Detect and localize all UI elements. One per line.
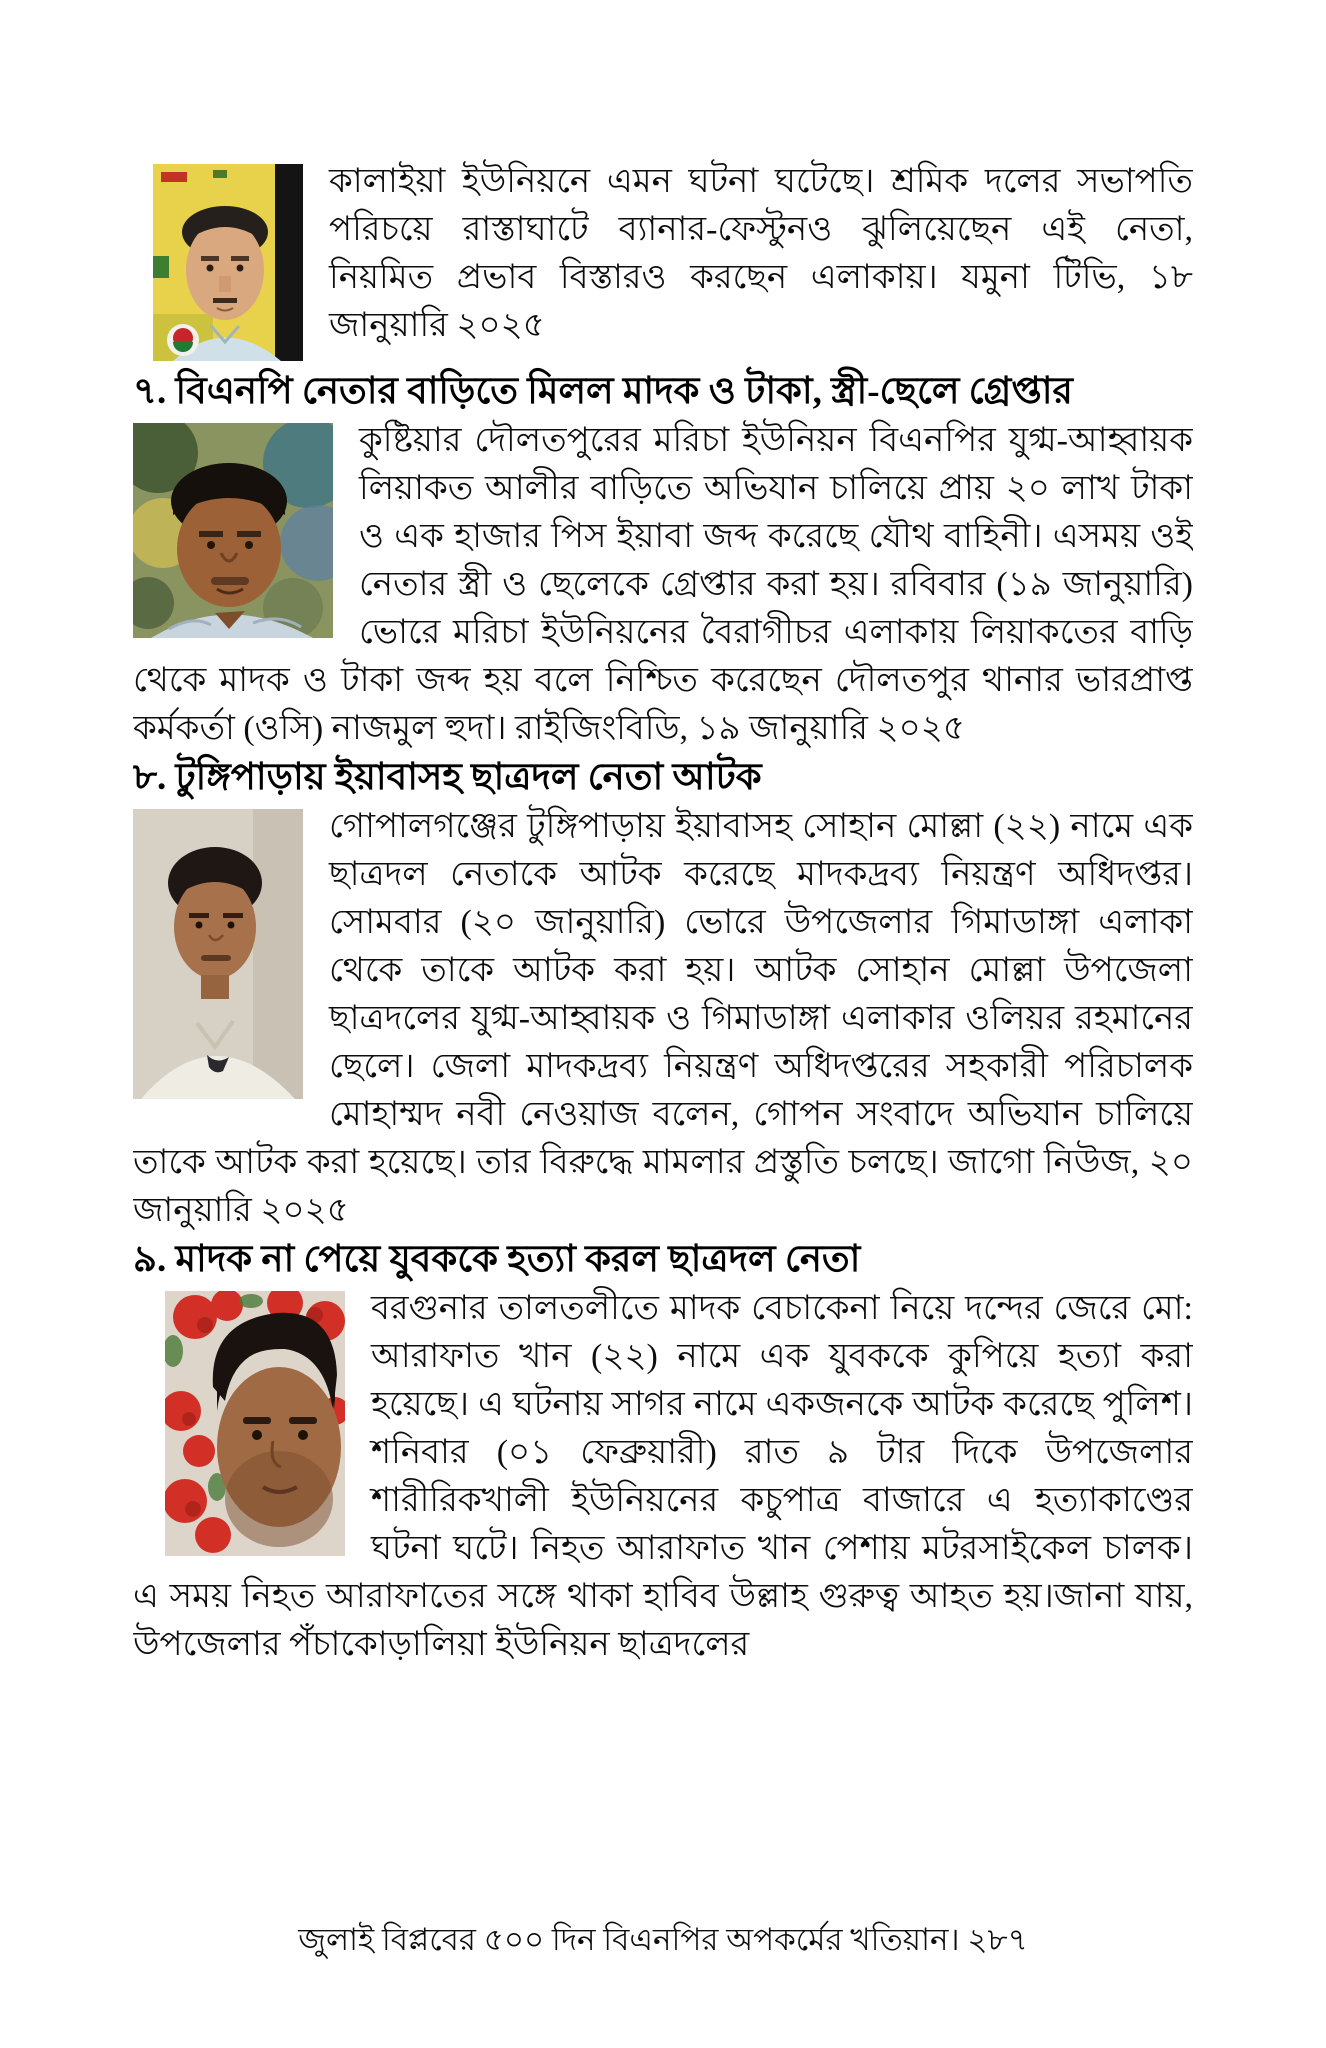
section-9-paragraph: বরগুনার তালতলীতে মাদক বেচাকেনা নিয়ে দন্দের জেরে মো: আরাফাত খান (২২) নামে এক যুবককে কুপিয়ে হত্যা করা হয়েছে। এ ঘটনায় সাগর নামে একজনকে আটক করেছে পুলিশ।শনিবার (০১ ফেব্রুয়ারী) রাত ৯ টার দিকে উপজেলার শারীরিকখালী ইউনিয়নের কচুপাত্র বাজারে এ হত্যাকাণ্ডের ঘটনা ঘটে। নিহত আরাফাত খান পেশায় মটরসাইকেল চালক। এ সময় নিহত আরাফাতের সঙ্গে থাকা হাবিব উল্লাহ গুরুত্ব আহত হয়।জানা যায়, উপজেলার পঁচাকোড়ালিয়া ইউনিয়ন ছাত্রদলের	[133, 1290, 1193, 1663]
section-7-paragraph: কুষ্টিয়ার দৌলতপুরের মরিচা ইউনিয়ন বিএনপির যুগ্ম-আহ্বায়ক লিয়াকত আলীর বাড়িতে অভিযান চালিয়ে প্রায় ২০ লাখ টাকা ও এক হাজার পিস ইয়াবা জব্দ করেছে যৌথ বাহিনী। এসময় ওই নেতার স্ত্রী ও ছেলেকে গ্রেপ্তার করা হয়। রবিবার (১৯ জানুয়ারি) ভোরে মরিচা ইউনিয়নের বৈরাগীচর এলাকায় লিয়াকতের বাড়ি থেকে মাদক ও টাকা জব্দ হয় বলে নিশ্চিত করেছেন দৌলতপুর থানার ভারপ্রাপ্ত কর্মকর্তা (ওসি) নাজমুল হুদা। রাইজিংবিডি, ১৯ জানুয়ারি ২০২৫	[133, 422, 1193, 747]
section-7-heading: ৭. বিএনপি নেতার বাড়িতে মিলল মাদক ও টাকা, স্ত্রী-ছেলে গ্রেপ্তার	[133, 371, 1073, 412]
section-8-heading: ৮. টুঙ্গিপাড়ায় ইয়াবাসহ ছাত্রদল নেতা আটক	[133, 757, 762, 798]
page-footer: জুলাই বিপ্লবের ৫০০ দিন বিএনপির অপকর্মের খতিয়ান। ২৮৭	[298, 1922, 1028, 1957]
section-8-block	[133, 803, 1193, 1235]
news-photo-young-man-white-shirt	[133, 809, 303, 1099]
section-9-block	[133, 1285, 1193, 1669]
news-photo-man-outdoors	[133, 423, 333, 638]
selfie-red-flowers-illustration	[165, 1291, 345, 1556]
section-7-block	[133, 417, 1193, 753]
intro-block	[133, 158, 1193, 367]
news-photo-banner-portrait	[153, 164, 303, 361]
section-9-heading: ৯. মাদক না পেয়ে যুবককে হত্যা করল ছাত্রদল নেতা	[133, 1239, 861, 1280]
news-photo-selfie-red-flowers	[165, 1291, 345, 1556]
banner-portrait-illustration	[153, 164, 303, 361]
intro-paragraph: কালাইয়া ইউনিয়নে এমন ঘটনা ঘটেছে। শ্রমিক দলের সভাপতি পরিচয়ে রাস্তাঘাটে ব্যানার-ফেস্টুনও ঝুলিয়েছেন এই নেতা, নিয়মিত প্রভাব বিস্তারও করছেন এলাকায়। যমুনা টিভি, ১৮ জানুয়ারি ২০২৫	[329, 163, 1193, 344]
young-man-illustration	[133, 809, 303, 1099]
section-8-paragraph: গোপালগঞ্জের টুঙ্গিপাড়ায় ইয়াবাসহ সোহান মোল্লা (২২) নামে এক ছাত্রদল নেতাকে আটক করেছে মাদকদ্রব্য নিয়ন্ত্রণ অধিদপ্তর। সোমবার (২০ জানুয়ারি) ভোরে উপজেলার গিমাডাঙ্গা এলাকা থেকে তাকে আটক করা হয়। আটক সোহান মোল্লা উপজেলা ছাত্রদলের যুগ্ম-আহ্বায়ক ও গিমাডাঙ্গা এলাকার ওলিয়র রহমানের ছেলে। জেলা মাদকদ্রব্য নিয়ন্ত্রণ অধিদপ্তরের সহকারী পরিচালক মোহাম্মদ নবী নেওয়াজ বলেন, গোপন সংবাদে অভিযান চালিয়ে তাকে আটক করা হয়েছে। তার বিরুদ্ধে মামলার প্রস্তুতি চলছে। জাগো নিউজ, ২০ জানুয়ারি ২০২৫	[133, 808, 1193, 1229]
man-outdoors-illustration	[133, 423, 333, 638]
